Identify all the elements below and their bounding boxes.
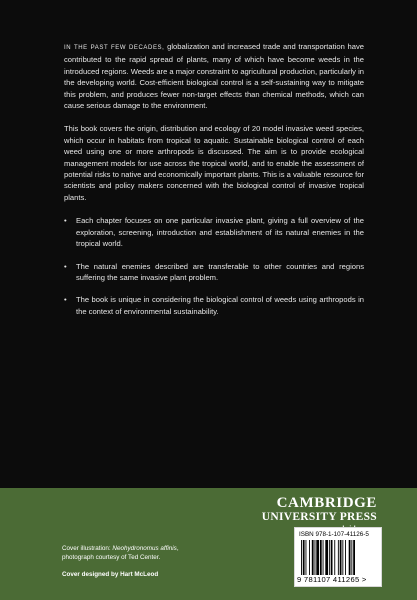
designer-credit: Cover designed by Hart McLeod bbox=[62, 571, 159, 579]
feature-item bbox=[64, 261, 364, 284]
isbn-label: ISBN 978-1-107-41126-5 bbox=[299, 531, 369, 538]
barcode-icon bbox=[299, 540, 377, 575]
feature-item bbox=[64, 294, 364, 317]
bullet-icon: • bbox=[64, 261, 67, 271]
illustration-credit bbox=[62, 545, 282, 554]
publisher-name: CAMBRIDGE bbox=[276, 495, 377, 511]
feature-text: The book is unique in considering the biological control of weeds using arthropods in the context of environmental sustainability. bbox=[76, 295, 364, 316]
bullet-icon: • bbox=[64, 295, 67, 305]
feature-list bbox=[64, 215, 364, 317]
feature-text: The natural enemies described are transferable to other countries and regions suffering the same invasive plant problem. bbox=[76, 261, 364, 282]
back-cover-blurb bbox=[64, 41, 364, 328]
feature-text: Each chapter focuses on one particular invasive plant, giving a full overview of the exploration, screening, introduction and establishment of its natural enemies in the tropical world. bbox=[76, 216, 364, 249]
intro-lead: IN THE PAST FEW DECADES, bbox=[64, 45, 165, 51]
description-paragraph: This book covers the origin, distribution and ecology of 20 model invasive weed species, which occur in habitats from tropical to aquatic. Sustainable biological control of each weed using one or more arthropods is discussed. The aim is to provide ecological management models for use across the tropical world, and to enable the assessment of potential risks to native and economically important plants. This is a valuable resource for scientists and policy makers concerned with the biological control of invasive tropical plants. bbox=[64, 124, 364, 202]
publisher-press: UNIVERSITY PRESS bbox=[261, 511, 377, 523]
photograph-credit: photograph courtesy of Ted Center. bbox=[62, 553, 161, 561]
intro-text: globalization and increased trade and transportation have contributed to the rapid spread of plants, many of which have become weeds in the introduced regions. Weeds are a major constraint to agricultural production, particularly in the developing world. Cost-efficient biological control is a self-sustaining way to mitigate this problem, and produces fewer non-target effects than chemical methods, which can cause serious damage to the environment. bbox=[64, 42, 364, 111]
barcode-digits: 9 781107 411265 > bbox=[297, 575, 367, 584]
illustration-prefix: Cover illustration: bbox=[62, 545, 113, 552]
bullet-icon: • bbox=[64, 216, 67, 226]
species-name: Neohydronomus affinis bbox=[112, 545, 177, 552]
illustration-suffix: , bbox=[176, 545, 179, 552]
cover-credits bbox=[62, 545, 282, 580]
feature-item bbox=[64, 215, 364, 249]
isbn-barcode-box bbox=[294, 527, 382, 587]
intro-paragraph bbox=[64, 41, 364, 111]
